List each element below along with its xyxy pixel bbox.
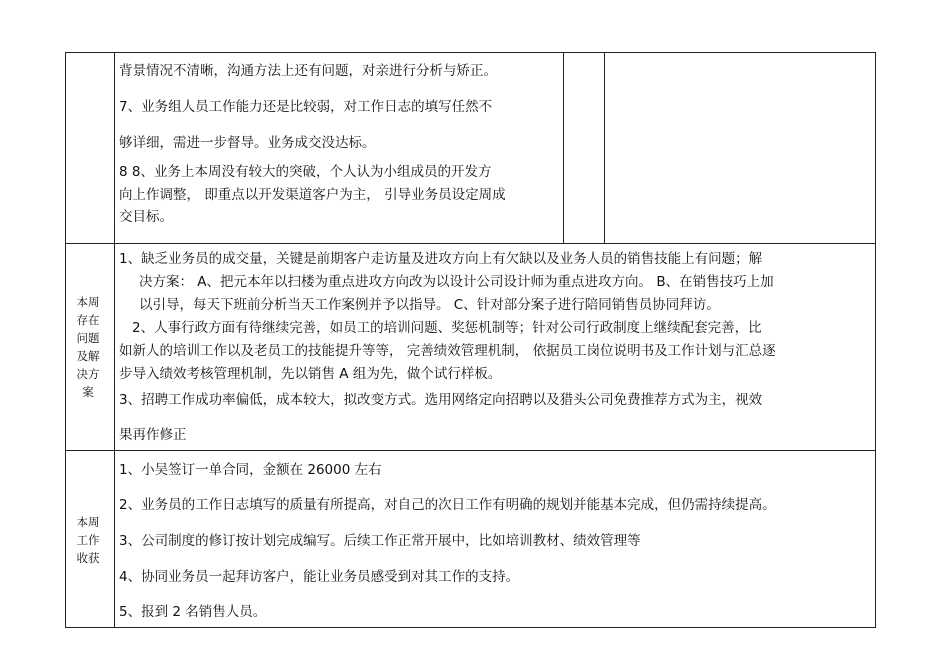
top-line-4: 8 8、业务上本周没有较大的突破，个人认为小组成员的开发方 xyxy=(119,164,492,180)
problems-label xyxy=(68,293,108,401)
top-line-5: 向上作调整， 即重点以开发渠道客户为主， 引导业务员设定周成 xyxy=(119,187,506,203)
problems-label-line: 及解 xyxy=(76,349,100,363)
gains-label xyxy=(68,513,108,567)
top-row-divider-2 xyxy=(604,52,605,243)
problems-label-line: 存在 xyxy=(76,313,100,327)
gains-line-4: 4、协同业务员一起拜访客户，能让业务员感受到对其工作的支持。 xyxy=(119,569,520,585)
problems-line-6: 步导入绩效考核管理机制，先以销售 A 组为先，做个试行样板。 xyxy=(119,366,502,382)
problems-line-1: 1、缺乏业务员的成交量，关键是前期客户走访量及进攻方向上有欠缺以及业务人员的销售技能上有问题；解 xyxy=(119,251,763,267)
top-line-1: 背景情况不清晰，沟通方法上还有问题，对亲进行分析与矫正。 xyxy=(119,63,497,79)
problems-line-4: 2、人事行政方面有待继续完善，如员工的培训问题、奖惩机制等；针对公司行政制度上继续配套完善，比 xyxy=(132,320,762,336)
problems-label-line: 本周 xyxy=(76,295,100,309)
gains-label-line: 收获 xyxy=(76,551,100,565)
gains-line-1: 1、小吴签订一单合同，金额在 26000 左右 xyxy=(119,462,382,478)
gains-line-3: 3、公司制度的修订按计划完成编写。后续工作正常开展中，比如培训教材、绩效管理等 xyxy=(119,533,641,549)
top-row-divider-1 xyxy=(563,52,564,243)
gains-label-line: 工作 xyxy=(76,533,100,547)
problems-line-2: 决方案： A、把元本年以扫楼为重点进攻方向改为以设计公司设计师为重点进攻方向。 B、在销售技巧上加 xyxy=(139,274,774,290)
gains-line-2: 2、业务员的工作日志填写的质量有所提高，对自己的次日工作有明确的规划并能基本完成，但仍需持续提高。 xyxy=(119,497,776,513)
row-divider-2 xyxy=(65,450,876,451)
top-line-2: 7、业务组人员工作能力还是比较弱，对工作日志的填写任然不 xyxy=(119,99,493,115)
problems-label-line: 决方 xyxy=(76,367,100,381)
problems-line-8: 果再作修正 xyxy=(119,427,187,443)
top-line-3: 够详细，需进一步督导。业务成交没达标。 xyxy=(119,135,376,151)
gains-label-line: 本周 xyxy=(76,515,100,529)
problems-label-line: 问题 xyxy=(76,331,100,345)
label-column-divider xyxy=(114,52,115,628)
problems-line-5: 如新人的培训工作以及老员工的技能提升等等， 完善绩效管理机制， 依据员工岗位说明书及工作计划与汇总逐 xyxy=(119,343,776,359)
gains-line-5: 5、报到 2 名销售人员。 xyxy=(119,604,267,620)
problems-label-line: 案 xyxy=(82,385,94,399)
top-line-6: 交目标。 xyxy=(119,209,173,225)
problems-line-3: 以引导，每天下班前分析当天工作案例并予以指导。 C、针对部分案子进行陪同销售员协同拜访。 xyxy=(139,297,720,313)
row-divider-1 xyxy=(65,243,876,244)
problems-line-7: 3、招聘工作成功率偏低，成本较大，拟改变方式。选用网络定向招聘以及猎头公司免费推荐方式为主，视效 xyxy=(119,392,763,408)
